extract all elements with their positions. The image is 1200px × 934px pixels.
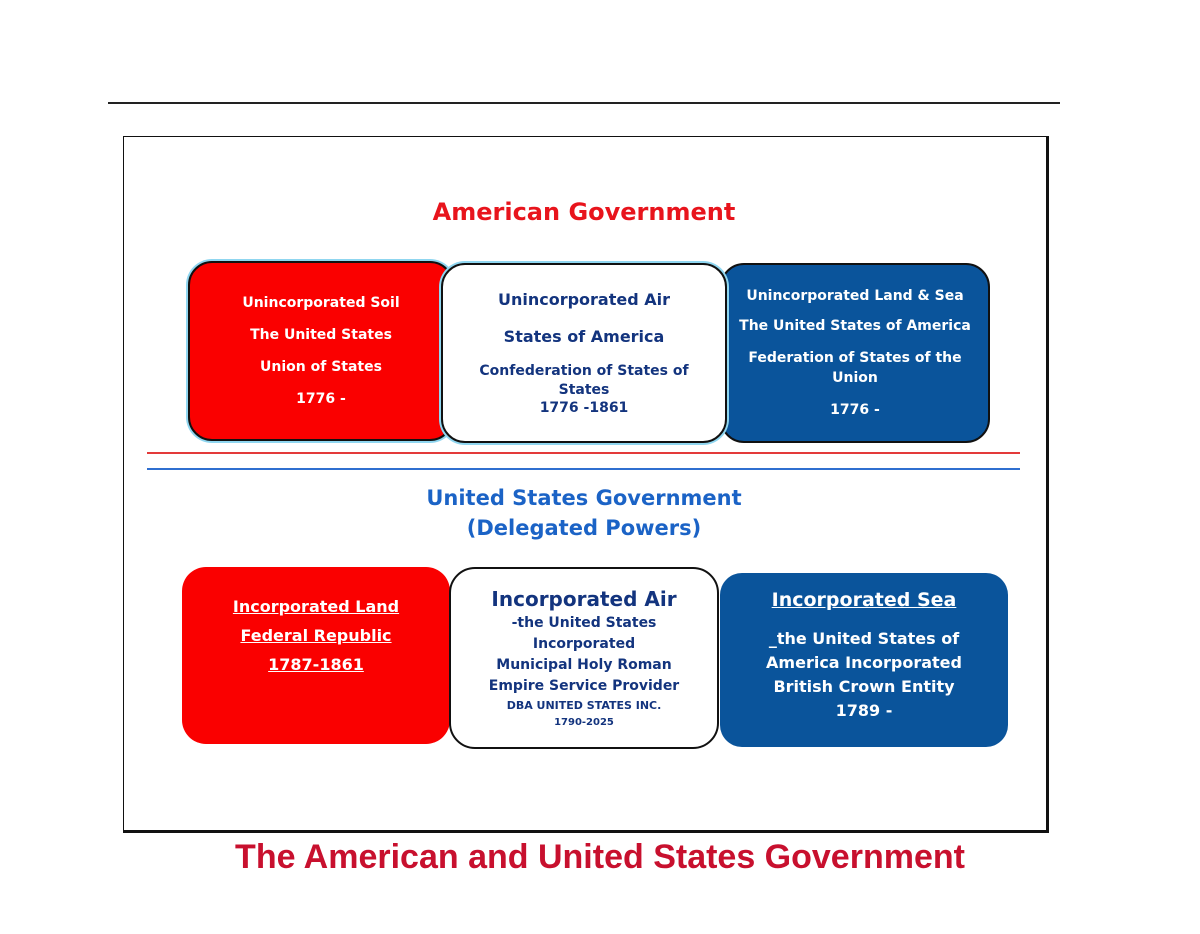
air-line-3: Confederation of States of States <box>479 363 689 398</box>
inc-air-line-2: -the United States <box>511 614 657 631</box>
inc-air-line-1: Incorporated Air <box>491 586 677 611</box>
inc-land-line-3: 1787-1861 <box>268 655 364 674</box>
us-heading-line-1: United States Government <box>426 486 742 510</box>
inc-air-line-5: Empire Service Provider <box>488 677 680 694</box>
diagram-frame <box>123 136 1049 833</box>
soil-line-4: 1776 - <box>296 391 346 407</box>
land-sea-line-3: Federation of States of the Union <box>748 350 962 386</box>
blue-divider-line <box>147 468 1020 470</box>
inc-sea-line-2: _the United States of <box>768 629 960 648</box>
unincorporated-soil-box <box>188 261 454 441</box>
inc-sea-line-3: America Incorporated <box>766 653 962 672</box>
incorporated-land-box <box>182 567 450 744</box>
air-line-2: States of America <box>503 327 665 346</box>
unincorporated-air-box <box>441 263 727 443</box>
us-heading-line-2: (Delegated Powers) <box>466 516 702 540</box>
soil-line-1: Unincorporated Soil <box>242 295 400 311</box>
inc-land-line-1: Incorporated Land <box>232 597 400 616</box>
inc-sea-line-4: British Crown Entity <box>773 677 955 696</box>
inc-air-line-6: DBA UNITED STATES INC. <box>506 698 662 712</box>
inc-air-line-3: Incorporated <box>532 635 636 652</box>
inc-sea-line-1: Incorporated Sea <box>771 589 957 611</box>
incorporated-air-box <box>449 567 719 749</box>
incorporated-sea-box <box>720 573 1008 747</box>
american-government-heading: American Government <box>432 198 736 226</box>
red-divider-line <box>147 452 1020 454</box>
inc-land-line-2: Federal Republic <box>240 626 392 645</box>
soil-line-2: The United States <box>250 327 392 343</box>
inc-air-line-7: 1790-2025 <box>554 716 614 728</box>
inc-air-line-4: Municipal Holy Roman <box>496 656 672 673</box>
unincorporated-land-sea-box <box>720 263 990 443</box>
united-states-government-heading <box>344 483 824 543</box>
land-sea-line-2: The United States of America <box>739 318 971 334</box>
soil-line-3: Union of States <box>260 359 382 375</box>
inc-sea-line-5: 1789 - <box>835 701 893 720</box>
land-sea-line-1: Unincorporated Land & Sea <box>746 288 964 304</box>
land-sea-line-4: 1776 - <box>830 402 880 418</box>
figure-caption: The American and United States Government <box>235 838 965 876</box>
air-line-4: 1776 -1861 <box>539 400 629 416</box>
air-line-1: Unincorporated Air <box>497 290 671 309</box>
top-rule <box>108 102 1060 104</box>
